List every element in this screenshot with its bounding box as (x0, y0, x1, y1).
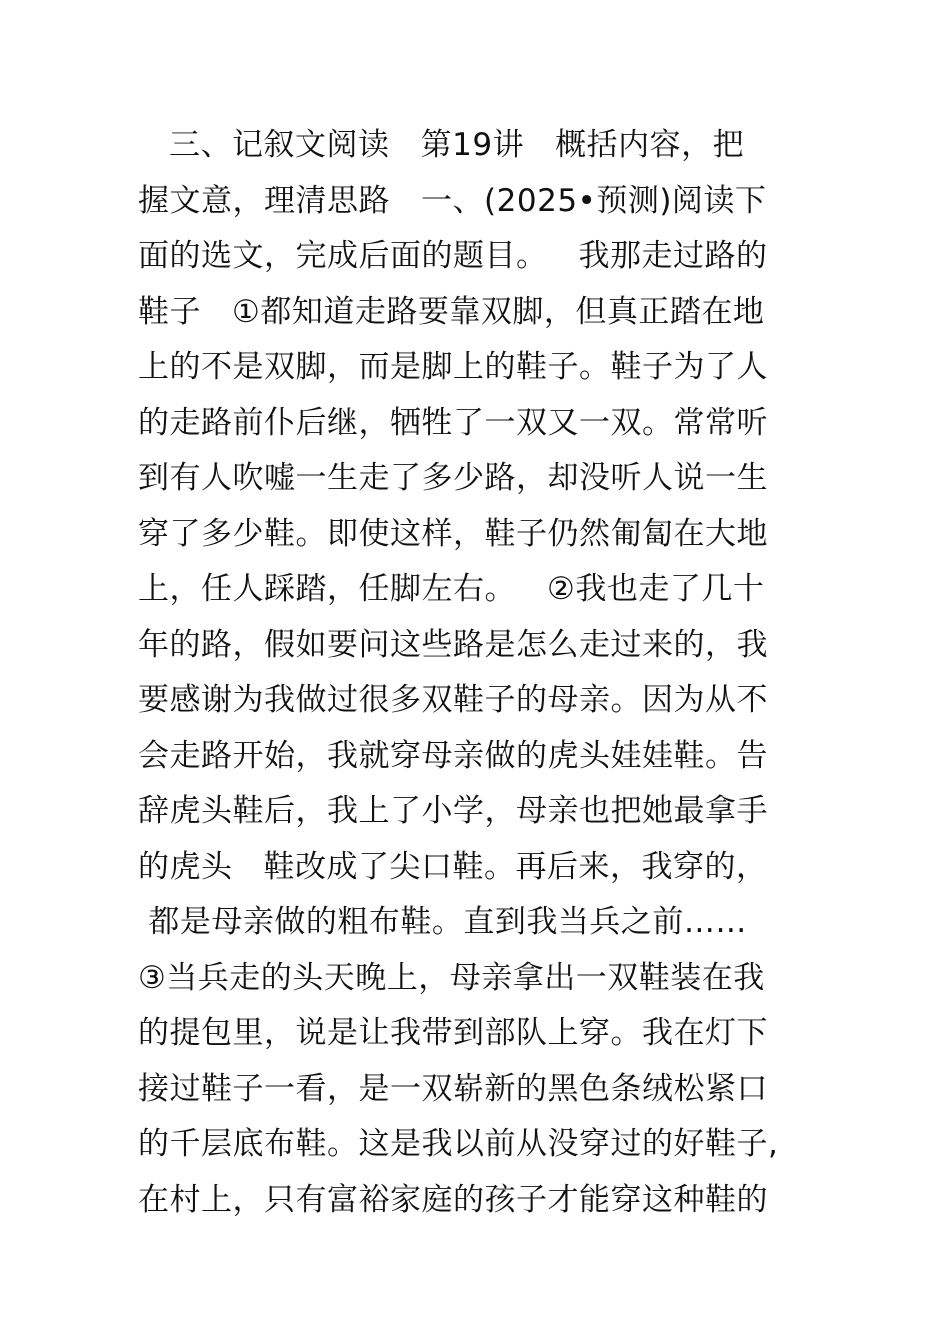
text-line: 接过鞋子一看，是一双崭新的黑色条绒松紧口 (138, 1070, 768, 1107)
text-line: 年的路，假如要问这些路是怎么走过来的，我 (138, 626, 768, 663)
text-line: 在村上，只有富裕家庭的孩子才能穿这种鞋的 (138, 1181, 768, 1218)
text-line: 辞虎头鞋后，我上了小学，母亲也把她最拿手 (138, 793, 768, 829)
text-line: 到有人吹嘘一生走了多少路，却没听人说一生 (138, 460, 768, 496)
text-line: 的走路前仆后继，牺牲了一双又一双。常常听 (138, 404, 768, 441)
text-line: 都是母亲做的粗布鞋。直到我当兵之前…… (138, 904, 747, 940)
text-line: 要感谢为我做过很多双鞋子的母亲。因为从不 (138, 682, 768, 718)
text-line: 鞋子 ①都知道走路要靠双脚，但真正踏在地 (138, 293, 765, 330)
text-line: 上的不是双脚，而是脚上的鞋子。鞋子为了人 (138, 349, 768, 385)
text-line: 的千层底布鞋。这是我以前从没穿过的好鞋子, (138, 1126, 779, 1162)
text-line: 面的选文，完成后面的题目。 我那走过路的 (138, 238, 768, 274)
text-line: ③当兵走的头天晚上，母亲拿出一双鞋装在我 (138, 959, 765, 996)
text-line: 穿了多少鞋。即使这样，鞋子仍然匍匐在大地 (138, 515, 768, 552)
text-line: 会走路开始，我就穿母亲做的虎头娃娃鞋。告 (138, 737, 768, 774)
text-line: 三、记叙文阅读 第19讲 概括内容，把 (138, 127, 745, 163)
text-line: 握文意，理清思路 一、(2025•预测)阅读下 (138, 182, 767, 219)
text-line: 的虎头 鞋改成了尖口鞋。再后来，我穿的， (138, 848, 768, 885)
text-line: 上，任人踩踏，任脚左右。 ②我也走了几十 (138, 571, 765, 607)
text-line: 的提包里，说是让我带到部队上穿。我在灯下 (138, 1015, 768, 1051)
reading-passage (138, 118, 838, 1228)
